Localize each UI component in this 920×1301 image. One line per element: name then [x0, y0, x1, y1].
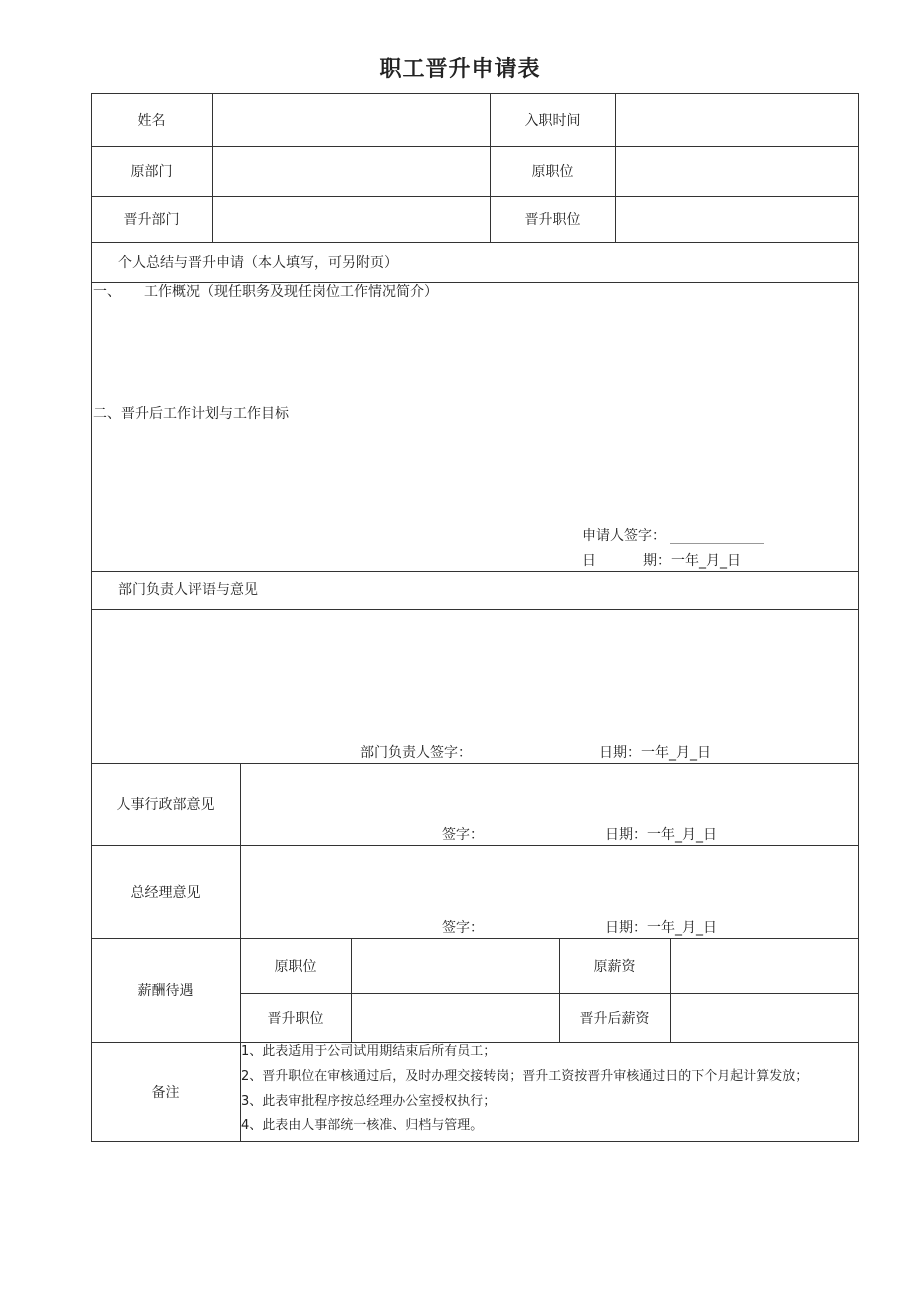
rule	[91, 571, 859, 572]
rule	[91, 282, 859, 283]
gm-review-field[interactable]	[241, 846, 858, 912]
promo-dept-label: 晋升部门	[123, 212, 180, 228]
hr-review-date: 日期：一年_月_日	[605, 827, 717, 843]
remarks-label: 备注	[151, 1084, 180, 1101]
dept-review-date: 日期：一年_月_日	[599, 745, 711, 761]
salary-orig-position-field[interactable]	[352, 939, 558, 993]
remark-item: 4、此表由人事部统一核准、归档与管理。	[241, 1118, 484, 1133]
section2-heading: 二、晋升后工作计划与工作目标	[93, 406, 289, 422]
hr-review-label: 人事行政部意见	[116, 797, 215, 813]
applicant-sign-label: 申请人签字：	[582, 528, 666, 544]
work-overview-field[interactable]	[92, 303, 858, 399]
orig-position-label: 原职位	[531, 164, 574, 180]
rule	[91, 242, 859, 243]
orig-salary-field[interactable]	[671, 939, 858, 993]
gm-review-date: 日期：一年_月_日	[605, 920, 717, 936]
section1-number: 一、	[93, 284, 121, 300]
remark-item: 3、此表审批程序按总经理办公室授权执行；	[241, 1094, 497, 1109]
application-header: 个人总结与晋升申请（本人填写，可另附页）	[118, 255, 398, 271]
orig-dept-label: 原部门	[130, 164, 173, 180]
promo-position-field[interactable]	[616, 197, 858, 242]
applicant-signature	[582, 528, 764, 544]
rule	[91, 1141, 859, 1142]
promo-salary-field[interactable]	[671, 994, 858, 1042]
dept-review-header: 部门负责人评语与意见	[118, 582, 258, 598]
salary-promo-position-field[interactable]	[352, 994, 558, 1042]
applicant-date: 期：一年_月_日	[643, 553, 741, 569]
salary-orig-position-label: 原职位	[274, 958, 317, 975]
signature-line[interactable]	[670, 531, 764, 544]
section1-heading: 工作概况（现任职务及现任岗位工作情况简介）	[144, 284, 438, 300]
rule	[858, 93, 859, 1142]
promo-salary-label: 晋升后薪资	[579, 1010, 650, 1027]
name-field[interactable]	[213, 94, 489, 146]
orig-dept-field[interactable]	[213, 147, 489, 196]
hire-date-label: 入职时间	[524, 112, 581, 129]
gm-sign-label: 签字：	[442, 920, 484, 936]
orig-position-field[interactable]	[616, 147, 858, 196]
salary-label: 薪酬待遇	[137, 983, 194, 999]
name-label: 姓名	[137, 112, 166, 129]
hr-sign-label: 签字：	[442, 827, 484, 843]
remark-item: 2、晋升职位在审核通过后，及时办理交接转岗；晋升工资按晋升审核通过日的下个月起计算发放；	[241, 1069, 809, 1084]
remark-item: 1、此表适用于公司试用期结束后所有员工；	[241, 1044, 497, 1059]
form-title: 职工晋升申请表	[379, 57, 541, 82]
promo-position-label: 晋升职位	[524, 212, 581, 228]
salary-promo-position-label: 晋升职位	[267, 1010, 324, 1027]
promo-dept-field[interactable]	[213, 197, 489, 242]
dept-review-field[interactable]	[92, 610, 858, 735]
hr-review-field[interactable]	[241, 764, 858, 819]
hire-date-field[interactable]	[616, 94, 858, 146]
gm-review-label: 总经理意见	[130, 884, 201, 901]
dept-sign-label: 部门负责人签字：	[360, 745, 472, 761]
work-plan-field[interactable]	[92, 425, 858, 523]
promotion-form	[91, 93, 859, 1142]
applicant-date-label-a: 日	[582, 553, 596, 569]
orig-salary-label: 原薪资	[593, 958, 636, 975]
